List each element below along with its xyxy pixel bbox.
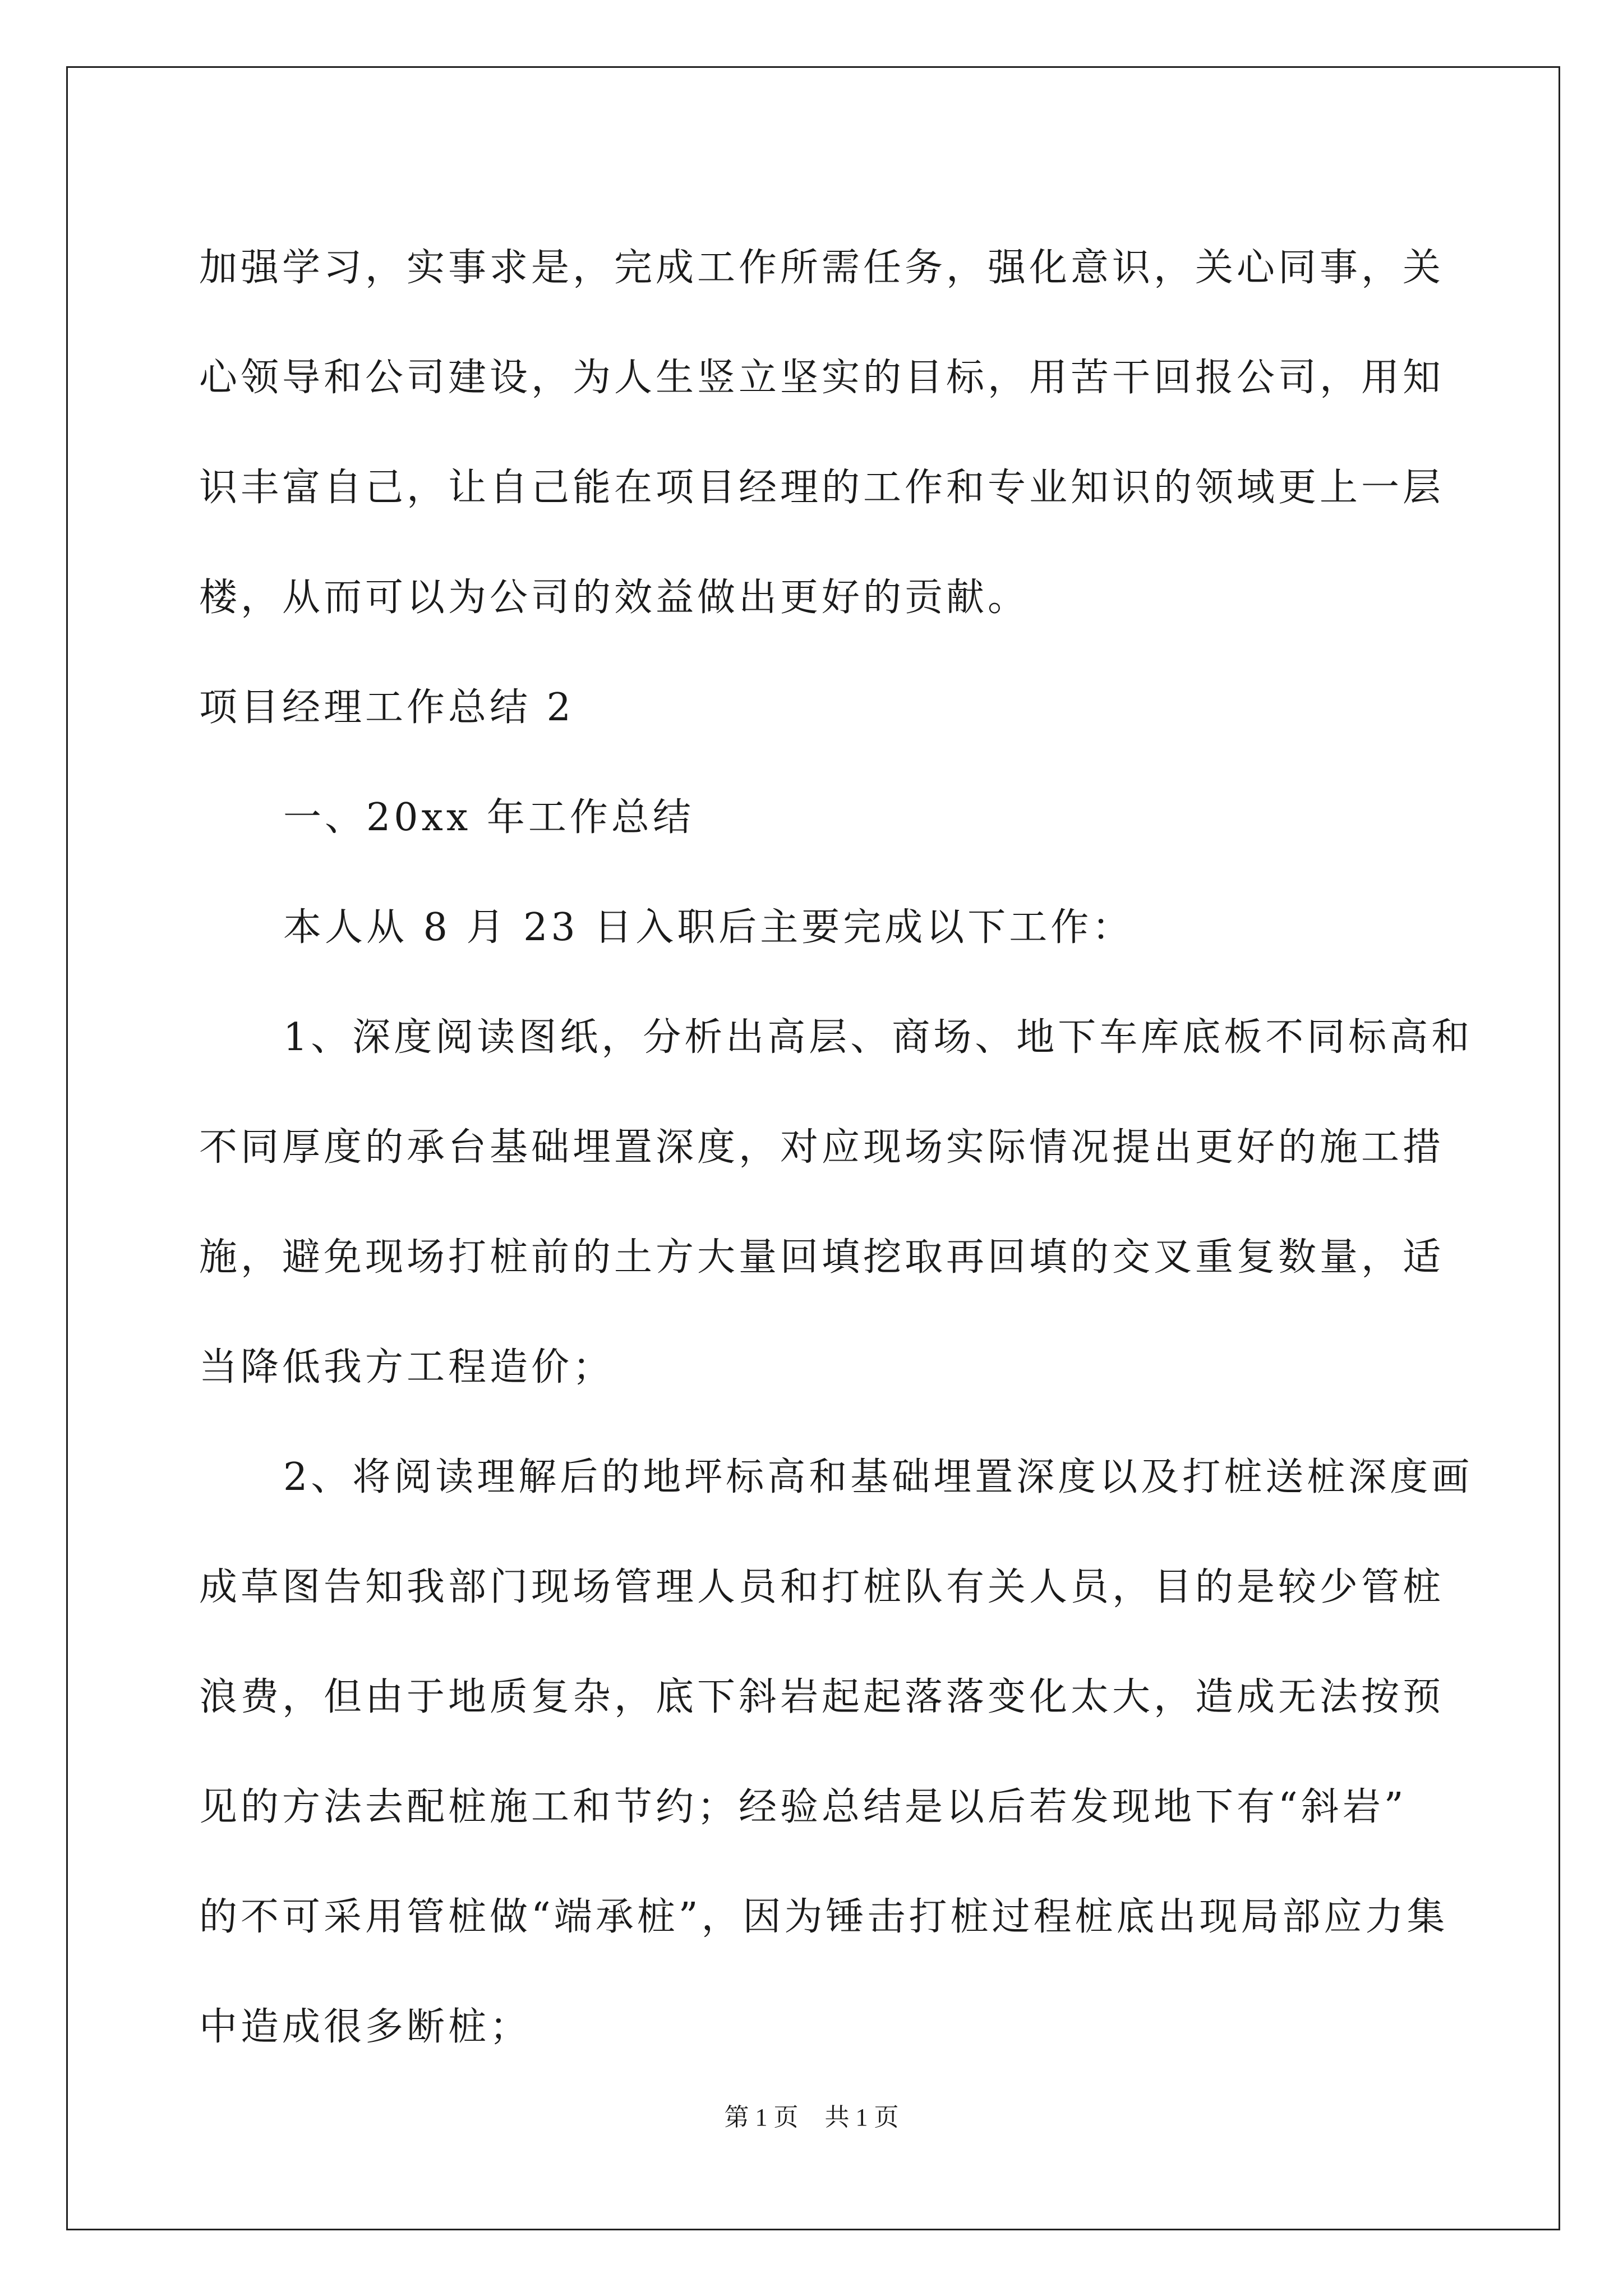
text-line: 浪费，但由于地质复杂，底下斜岩起起落落变化太大，造成无法按预 — [199, 1675, 1445, 1719]
page-number: 第 1 页 — [724, 2104, 799, 2131]
subsection-heading: 一、20xx 年工作总结 — [283, 795, 694, 840]
text-line: 中造成很多断桩； — [199, 2005, 532, 2049]
text-line: 楼，从而可以为公司的效益做出更好的贡献。 — [199, 576, 1030, 620]
text-line: 2、将阅读理解后的地坪标高和基础埋置深度以及打桩送桩深度画 — [283, 1455, 1473, 1499]
text-line: 加强学习，实事求是，完成工作所需任务，强化意识，关心同事，关 — [199, 246, 1445, 290]
text-line: 当降低我方工程造价； — [199, 1345, 615, 1389]
text-line: 的不可采用管桩做“端承桩”，因为锤击打桩过程桩底出现局部应力集 — [199, 1895, 1449, 1939]
page-total: 共 1 页 — [824, 2104, 899, 2131]
page-footer — [0, 2097, 1623, 2133]
text-line: 见的方法去配桩施工和节约；经验总结是以后若发现地下有“斜岩” — [199, 1785, 1407, 1829]
document-body — [199, 213, 1473, 2082]
text-line: 不同厚度的承台基础埋置深度，对应现场实际情况提出更好的施工措 — [199, 1125, 1445, 1170]
text-line: 成草图告知我部门现场管理人员和打桩队有关人员，目的是较少管桩 — [199, 1565, 1445, 1609]
text-line: 本人从 8 月 23 日入职后主要完成以下工作： — [283, 905, 1134, 950]
section-heading: 项目经理工作总结 2 — [199, 685, 574, 730]
text-line: 识丰富自己，让自己能在项目经理的工作和专业知识的领域更上一层 — [199, 466, 1445, 510]
text-line: 施，避免现场打桩前的土方大量回填挖取再回填的交叉重复数量，适 — [199, 1235, 1445, 1280]
text-line: 1、深度阅读图纸，分析出高层、商场、地下车库底板不同标高和 — [283, 1015, 1473, 1060]
text-line: 心领导和公司建设，为人生竖立坚实的目标，用苦干回报公司，用知 — [199, 356, 1445, 400]
